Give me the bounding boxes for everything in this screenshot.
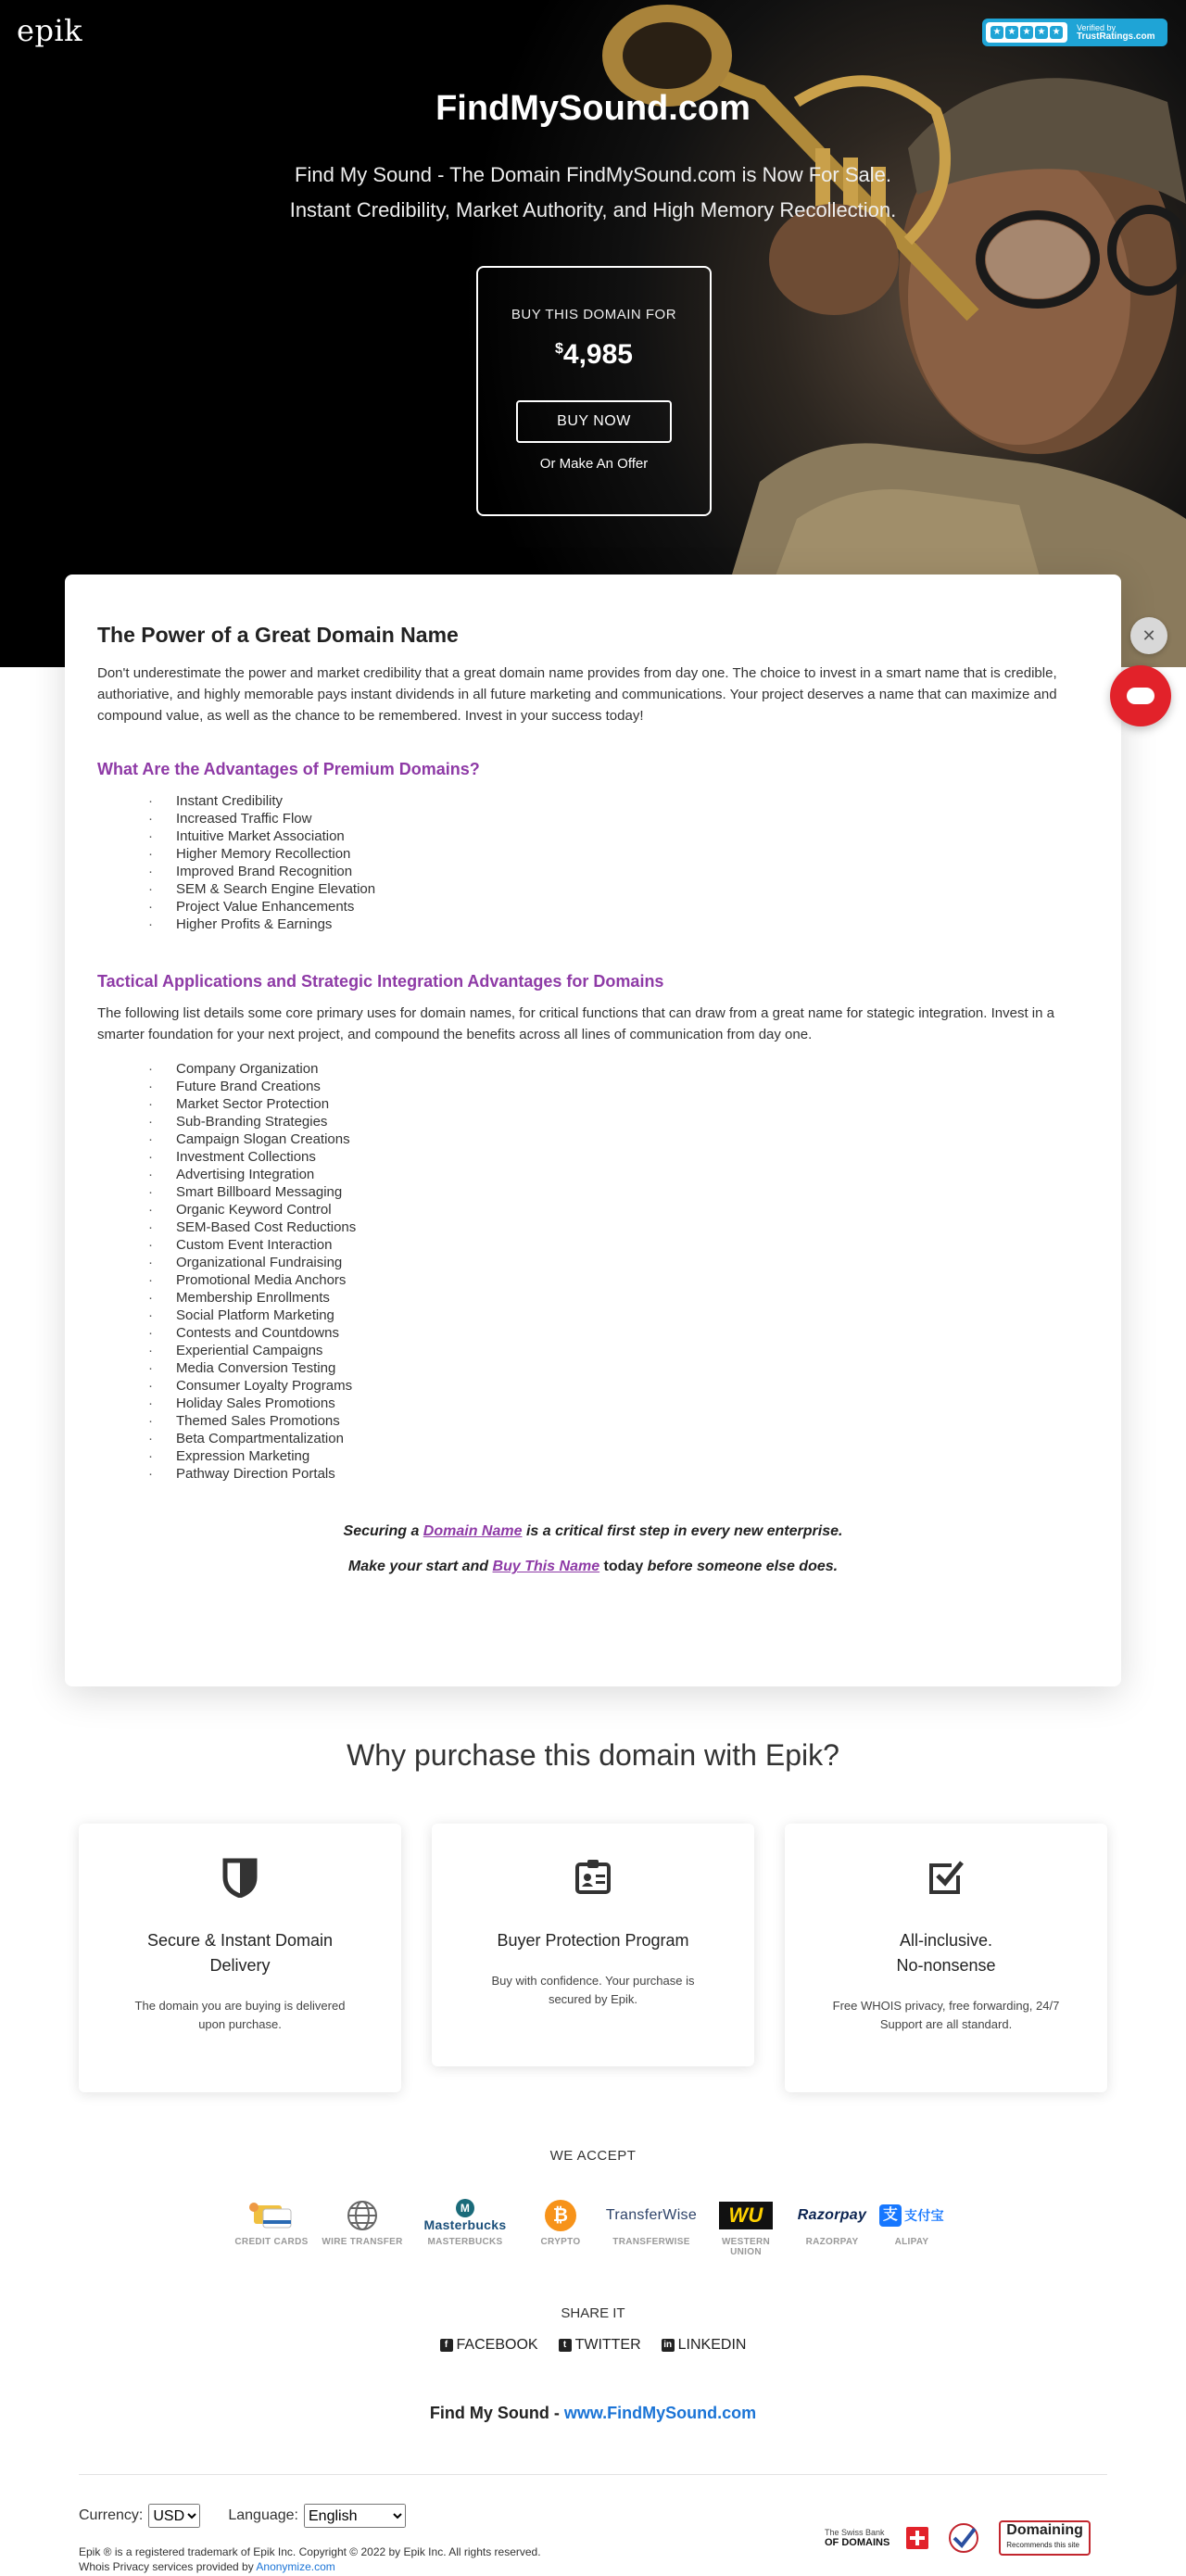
checkbox-icon — [927, 1857, 965, 1898]
trust-badge-line2: TrustRatings.com — [1077, 32, 1155, 42]
feature-title-line1: All-inclusive. — [899, 1931, 993, 1950]
hero-section — [0, 0, 1186, 667]
closing-emphasis: today — [599, 1559, 644, 1574]
transferwise-logo-text: TransferWise — [605, 2207, 698, 2223]
domain-tagline — [0, 2404, 1186, 2423]
share-twitter-link[interactable] — [559, 2337, 641, 2354]
list-item: · Beta Compartmentalization — [148, 1430, 1089, 1447]
share-link-label: TWITTER — [574, 2337, 641, 2353]
list-item: · Organic Keyword Control — [148, 1201, 1089, 1219]
list-item: · Advertising Integration — [148, 1166, 1089, 1183]
feature-text: Buy with confidence. Your purchase is secured by Epik. — [491, 1974, 695, 2006]
feature-title-line2: No-nonsense — [896, 1956, 996, 1975]
buy-now-button[interactable]: BUY NOW — [516, 400, 672, 443]
buy-this-name-link[interactable]: Buy This Name — [492, 1559, 600, 1574]
swiss-bank-badge[interactable] — [825, 2528, 890, 2548]
chat-bubble-icon — [1127, 688, 1154, 704]
swiss-bank-line1: The Swiss Bank — [825, 2528, 885, 2537]
privacy-text — [79, 2559, 541, 2574]
list-item: · Market Sector Protection — [148, 1095, 1089, 1113]
list-item: · Media Conversion Testing — [148, 1359, 1089, 1377]
hero-subtitle-line1: Find My Sound - The Domain FindMySound.com is Now For Sale. — [295, 163, 891, 186]
list-item: · Campaign Slogan Creations — [148, 1130, 1089, 1148]
facebook-icon: f — [440, 2339, 453, 2352]
list-item: · Investment Collections — [148, 1148, 1089, 1166]
closing-line-2 — [97, 1559, 1089, 1575]
star-icon: ★ — [990, 26, 1003, 39]
feature-title — [822, 1928, 1070, 1978]
list-item: · Instant Credibility — [148, 792, 1089, 810]
list-item: · Higher Memory Recollection — [148, 845, 1089, 863]
linkedin-icon: in — [662, 2339, 675, 2352]
star-icon: ★ — [1020, 26, 1033, 39]
trustratings-badge[interactable] — [982, 19, 1167, 46]
list-item: · Future Brand Creations — [148, 1078, 1089, 1095]
we-accept-heading: WE ACCEPT — [549, 2148, 637, 2164]
western-union-logo-text: WU — [719, 2202, 772, 2229]
twitter-icon: t — [559, 2339, 572, 2352]
id-card-icon — [574, 1857, 612, 1898]
bitcoin-icon: ₿ — [533, 2198, 588, 2233]
list-item: · Higher Profits & Earnings — [148, 915, 1089, 933]
western-union-logo — [706, 2198, 786, 2233]
payment-label: RAZORPAY — [805, 2237, 859, 2247]
price-label: BUY THIS DOMAIN FOR — [511, 307, 677, 322]
closing-text: Make your start and — [347, 1559, 493, 1574]
list-item: · Custom Event Interaction — [148, 1236, 1089, 1254]
make-offer-link[interactable]: Or Make An Offer — [539, 456, 649, 472]
domain-url-link[interactable]: www.FindMySound.com — [563, 2404, 757, 2422]
swiss-bank-line2: OF DOMAINS — [825, 2537, 890, 2548]
privacy-text-pre: Whois Privacy services provided by — [79, 2560, 257, 2573]
payment-credit-cards — [233, 2198, 309, 2247]
list-item: · Improved Brand Recognition — [148, 863, 1089, 880]
footer-divider — [79, 2474, 1107, 2475]
feature-all-inclusive — [785, 1824, 1107, 2092]
list-item: · Expression Marketing — [148, 1447, 1089, 1465]
why-epik-heading: Why purchase this domain with Epik? — [347, 1738, 839, 1772]
payment-label: MASTERBUCKS — [427, 2237, 503, 2247]
power-intro: Don't underestimate the power and market credibility that a great domain name provides from day one. The choice to invest in a smart name that is credible, authoriative, and highly memorable pays instant dividends in all future marketing and communications. Your project deserves a name that can maximize and compound value, as well as the chance to be remembered. Invest in your success today! — [97, 665, 1057, 724]
share-link-label: LINKEDIN — [677, 2337, 747, 2353]
list-item: · SEM & Search Engine Elevation — [148, 880, 1089, 898]
alipay-logo-text: 支付宝 — [904, 2208, 944, 2223]
partner-badges — [825, 2520, 1091, 2556]
credit-cards-icon — [233, 2198, 309, 2233]
payment-crypto — [533, 2198, 588, 2247]
currency-symbol: $ — [555, 341, 563, 357]
list-item: · Pathway Direction Portals — [148, 1465, 1089, 1483]
payment-label: CRYPTO — [540, 2237, 581, 2247]
legal-text — [79, 2544, 541, 2574]
anonymize-link[interactable]: Anonymize.com — [256, 2560, 335, 2573]
payment-western-union — [706, 2198, 786, 2257]
closing-line-1 — [97, 1523, 1089, 1540]
payment-razorpay — [789, 2198, 875, 2247]
currency-label: Currency: — [79, 2507, 144, 2523]
epik-logo[interactable]: epik — [17, 13, 83, 48]
seal-badge-icon[interactable] — [945, 2521, 982, 2555]
closing-text: is a critical first step in every new enterprise. — [522, 1523, 843, 1539]
list-item: · Experiential Campaigns — [148, 1342, 1089, 1359]
share-links — [0, 2337, 1186, 2354]
price-box — [476, 266, 712, 516]
star-icon: ★ — [1035, 26, 1048, 39]
list-item: · Social Platform Marketing — [148, 1307, 1089, 1324]
razorpay-logo — [789, 2198, 875, 2233]
tactical-intro: The following list details some core primary uses for domain names, for critical functions that can draw from a great name for stategic integration. Invest in a smarter foundation for your next project, and compound the benefits across all lines of communication from day one. — [97, 1005, 1054, 1042]
list-item: · Project Value Enhancements — [148, 898, 1089, 915]
trust-badge-text — [1071, 23, 1154, 42]
domaining-badge[interactable] — [999, 2520, 1091, 2556]
payment-wire-transfer — [321, 2198, 404, 2247]
alipay-logo: 支 支付宝 — [875, 2198, 949, 2233]
language-label: Language: — [228, 2507, 298, 2523]
payment-label: CREDIT CARDS — [234, 2237, 309, 2247]
feature-title: Buyer Protection Program — [497, 1931, 689, 1950]
copyright-text: Epik ® is a registered trademark of Epik Inc. Copyright © 2022 by Epik Inc. All rights reserved. — [79, 2545, 541, 2558]
payment-transferwise — [600, 2198, 702, 2247]
globe-icon — [321, 2198, 404, 2233]
list-item: · Smart Billboard Messaging — [148, 1183, 1089, 1201]
price-value — [478, 339, 710, 371]
rating-stars — [986, 22, 1067, 43]
domain-title: FindMySound.com — [435, 89, 751, 128]
price-amount: 4,985 — [562, 339, 633, 370]
trust-badge-line1: Verified by — [1077, 23, 1117, 32]
payment-masterbucks — [419, 2198, 511, 2247]
masterbucks-logo: M Masterbucks — [419, 2198, 511, 2233]
list-item: · Sub-Branding Strategies — [148, 1113, 1089, 1130]
chat-button[interactable] — [1110, 665, 1171, 726]
feature-title: Secure & Instant Domain Delivery — [146, 1931, 334, 1975]
currency-select[interactable] — [148, 2504, 200, 2528]
tactical-heading: Tactical Applications and Strategic Integration Advantages for Domains — [97, 972, 664, 991]
list-item: · SEM-Based Cost Reductions — [148, 1219, 1089, 1236]
advantages-list — [148, 792, 1089, 933]
share-facebook-link[interactable] — [440, 2337, 538, 2354]
hero-subtitle — [0, 158, 1186, 228]
domaining-text: Domaining — [1006, 2522, 1083, 2538]
feature-text: The domain you are buying is delivered upon purchase. — [134, 1999, 346, 2031]
list-item: · Membership Enrollments — [148, 1289, 1089, 1307]
tagline-text: Find My Sound - — [429, 2404, 564, 2422]
masterbucks-logo-text: Masterbucks — [423, 2217, 507, 2232]
list-item: · Intuitive Market Association — [148, 827, 1089, 845]
close-icon[interactable]: ✕ — [1130, 617, 1167, 654]
language-select[interactable] — [304, 2504, 406, 2528]
domain-name-link[interactable]: Domain Name — [423, 1523, 523, 1539]
swiss-cross-icon — [906, 2527, 928, 2549]
list-item: · Consumer Loyalty Programs — [148, 1377, 1089, 1395]
closing-text: Securing a — [343, 1523, 423, 1539]
razorpay-logo-text: Razorpay — [797, 2207, 867, 2223]
list-item: · Company Organization — [148, 1060, 1089, 1078]
power-heading: The Power of a Great Domain Name — [97, 623, 459, 647]
feature-text: Free WHOIS privacy, free forwarding, 24/7 Support are all standard. — [832, 1999, 1060, 2031]
payment-label: WIRE TRANSFER — [322, 2237, 403, 2247]
share-linkedin-link[interactable] — [662, 2337, 747, 2354]
payment-alipay — [875, 2198, 949, 2247]
payment-label: ALIPAY — [894, 2237, 929, 2247]
footer-selectors — [79, 2504, 406, 2528]
payment-label: WESTERN UNION — [721, 2237, 771, 2257]
payment-label: TRANSFERWISE — [612, 2237, 690, 2247]
list-item: · Holiday Sales Promotions — [148, 1395, 1089, 1412]
star-icon: ★ — [1050, 26, 1063, 39]
share-heading: SHARE IT — [561, 2305, 625, 2321]
hero-subtitle-line2: Instant Credibility, Market Authority, and High Memory Recollection. — [289, 198, 897, 221]
feature-secure-delivery — [79, 1824, 401, 2092]
list-item: · Contests and Countdowns — [148, 1324, 1089, 1342]
content-card — [65, 575, 1121, 1686]
list-item: · Increased Traffic Flow — [148, 810, 1089, 827]
closing-text: before someone else does. — [643, 1559, 839, 1574]
share-link-label: FACEBOOK — [456, 2337, 538, 2353]
star-icon: ★ — [1005, 26, 1018, 39]
transferwise-logo — [600, 2198, 702, 2233]
list-item: · Promotional Media Anchors — [148, 1271, 1089, 1289]
feature-buyer-protection — [432, 1824, 754, 2066]
advantages-heading: What Are the Advantages of Premium Domains? — [97, 760, 480, 778]
domaining-subtext: Recommends this site — [1006, 2541, 1079, 2549]
shield-icon — [221, 1857, 259, 1898]
list-item: · Themed Sales Promotions — [148, 1412, 1089, 1430]
list-item: · Organizational Fundraising — [148, 1254, 1089, 1271]
tactical-list — [148, 1060, 1089, 1483]
